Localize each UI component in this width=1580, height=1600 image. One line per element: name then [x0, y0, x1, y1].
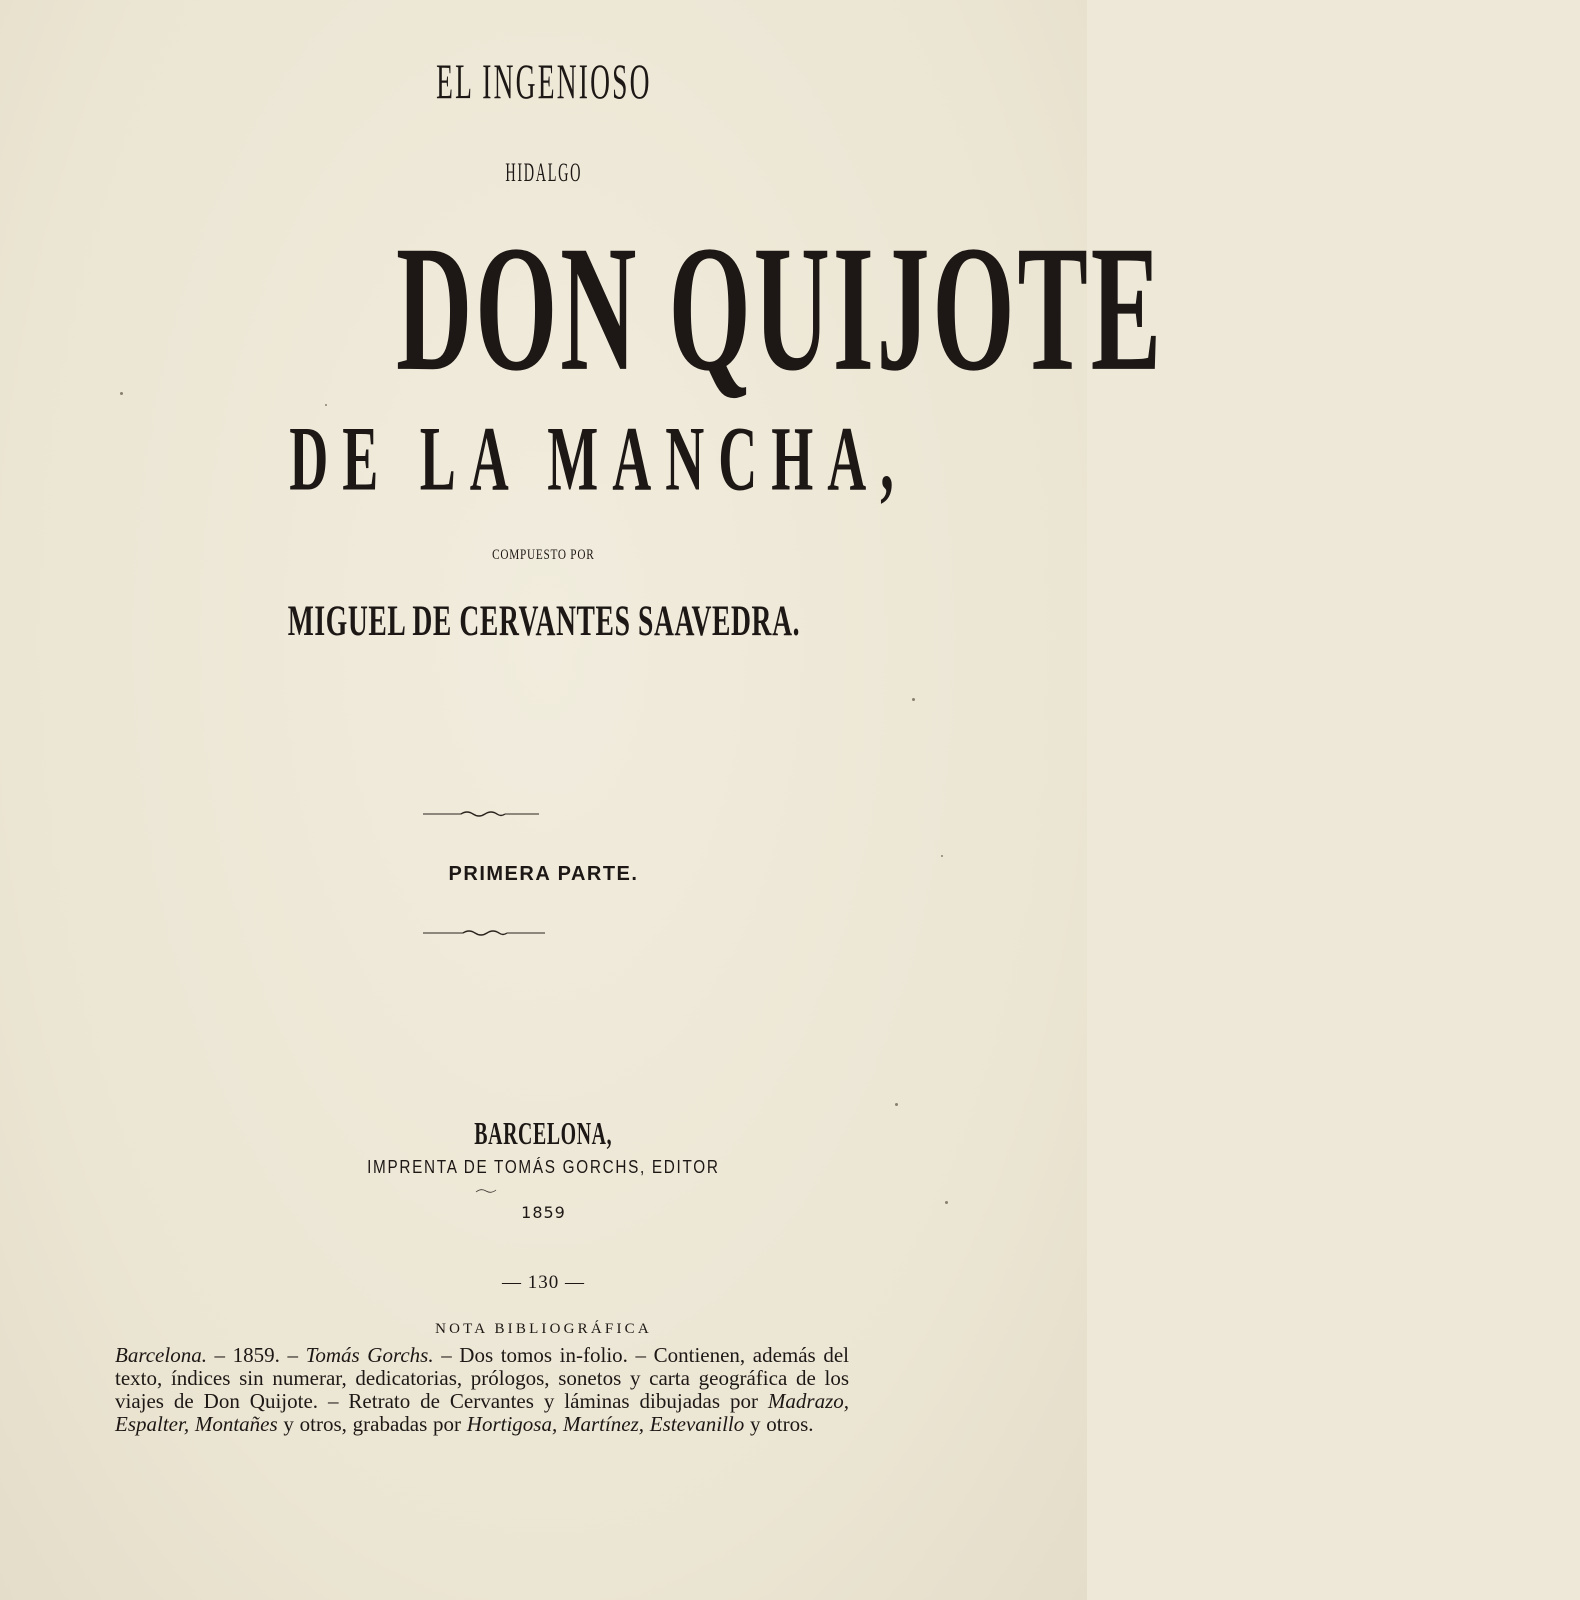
paper-speck: [120, 392, 123, 395]
note-place: Barcelona.: [115, 1343, 207, 1367]
by-label: COMPUESTO POR: [492, 547, 595, 563]
note-publisher: Tomás Gorchs.: [305, 1343, 434, 1367]
paper-speck: [945, 1201, 948, 1204]
title-line-el-ingenioso: EL INGENIOSO: [435, 53, 652, 109]
note-heading: NOTA BIBLIOGRÁFICA: [435, 1321, 652, 1337]
main-title: DON QUIJOTE: [396, 208, 1165, 409]
paper-speck: [941, 855, 943, 857]
paper-speck: [325, 404, 327, 406]
bibliographic-note-body: Barcelona. – 1859. – Tomás Gorchs. – Dos tomos in-folio. – Contienen, además del texto, índices sin numerar, dedicatorias, prólogos, sonetos y carta geográfica de los viajes de Don Quijote. – Retrato de Cervantes y láminas dibujadas por Madrazo, Espalter, Montañes y otros, grabadas por Hortigosa, Martínez, Estevanillo y otros.: [115, 1343, 849, 1436]
page-number: — 130 —: [502, 1272, 585, 1293]
part-label: PRIMERA PARTE.: [448, 863, 639, 885]
ornament-divider: [423, 809, 539, 819]
title-line-hidalgo: HIDALGO: [505, 158, 582, 187]
small-ornament: [475, 1188, 497, 1194]
author-name: MIGUEL DE CERVANTES SAAVEDRA.: [287, 596, 800, 645]
imprint-year: 1859: [521, 1203, 566, 1222]
imprint-city: BARCELONA,: [474, 1115, 613, 1151]
subtitle: DE LA MANCHA,: [289, 408, 908, 511]
paper-speck: [912, 698, 915, 701]
paper-speck: [895, 1103, 898, 1106]
ornament-divider: [423, 928, 545, 938]
note-illustrators: Madrazo, Espalter, Montañes: [115, 1389, 849, 1436]
imprint-printer: IMPRENTA DE TOMÁS GORCHS, EDITOR: [367, 1157, 720, 1177]
note-engravers: Hortigosa, Martínez, Estevanillo: [466, 1412, 745, 1436]
